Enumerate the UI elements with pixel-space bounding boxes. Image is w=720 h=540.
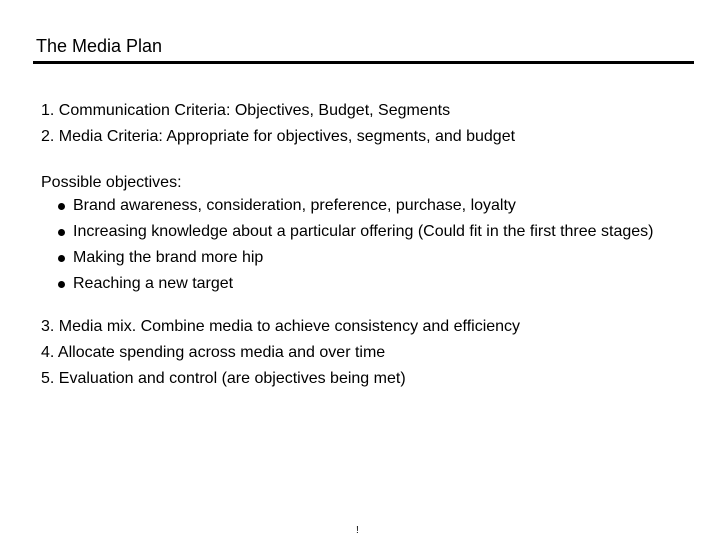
- title-divider: [33, 61, 694, 64]
- slide-body: [41, 98, 681, 392]
- criteria-item-1: 1. Communication Criteria: Objectives, Budget, Segments: [41, 102, 451, 119]
- step-item-4: 4. Allocate spending across media and over time: [41, 344, 386, 361]
- step-item-3: 3. Media mix. Combine media to achieve consistency and efficiency: [41, 318, 521, 335]
- page-marker: !: [356, 525, 359, 536]
- objective-item: [41, 196, 681, 216]
- objectives-list: [41, 196, 681, 294]
- criteria-item-2: 2. Media Criteria: Appropriate for objectives, segments, and budget: [41, 128, 516, 145]
- objective-text: Reaching a new target: [73, 275, 234, 292]
- objective-item: [41, 222, 681, 242]
- objectives-heading: Possible objectives:: [41, 174, 182, 191]
- step-item-5: 5. Evaluation and control (are objectives being met): [41, 370, 406, 387]
- bullet-icon: [58, 229, 65, 236]
- objective-text: Brand awareness, consideration, preference, purchase, loyalty: [73, 197, 516, 214]
- bullet-icon: [58, 255, 65, 262]
- objective-text: Increasing knowledge about a particular offering (Could fit in the first three stages): [73, 223, 654, 240]
- bullet-icon: [58, 281, 65, 288]
- slide-title: The Media Plan: [36, 36, 163, 56]
- objective-item: [41, 248, 681, 268]
- bullet-icon: [58, 203, 65, 210]
- objective-text: Making the brand more hip: [73, 249, 264, 266]
- objective-item: [41, 274, 681, 294]
